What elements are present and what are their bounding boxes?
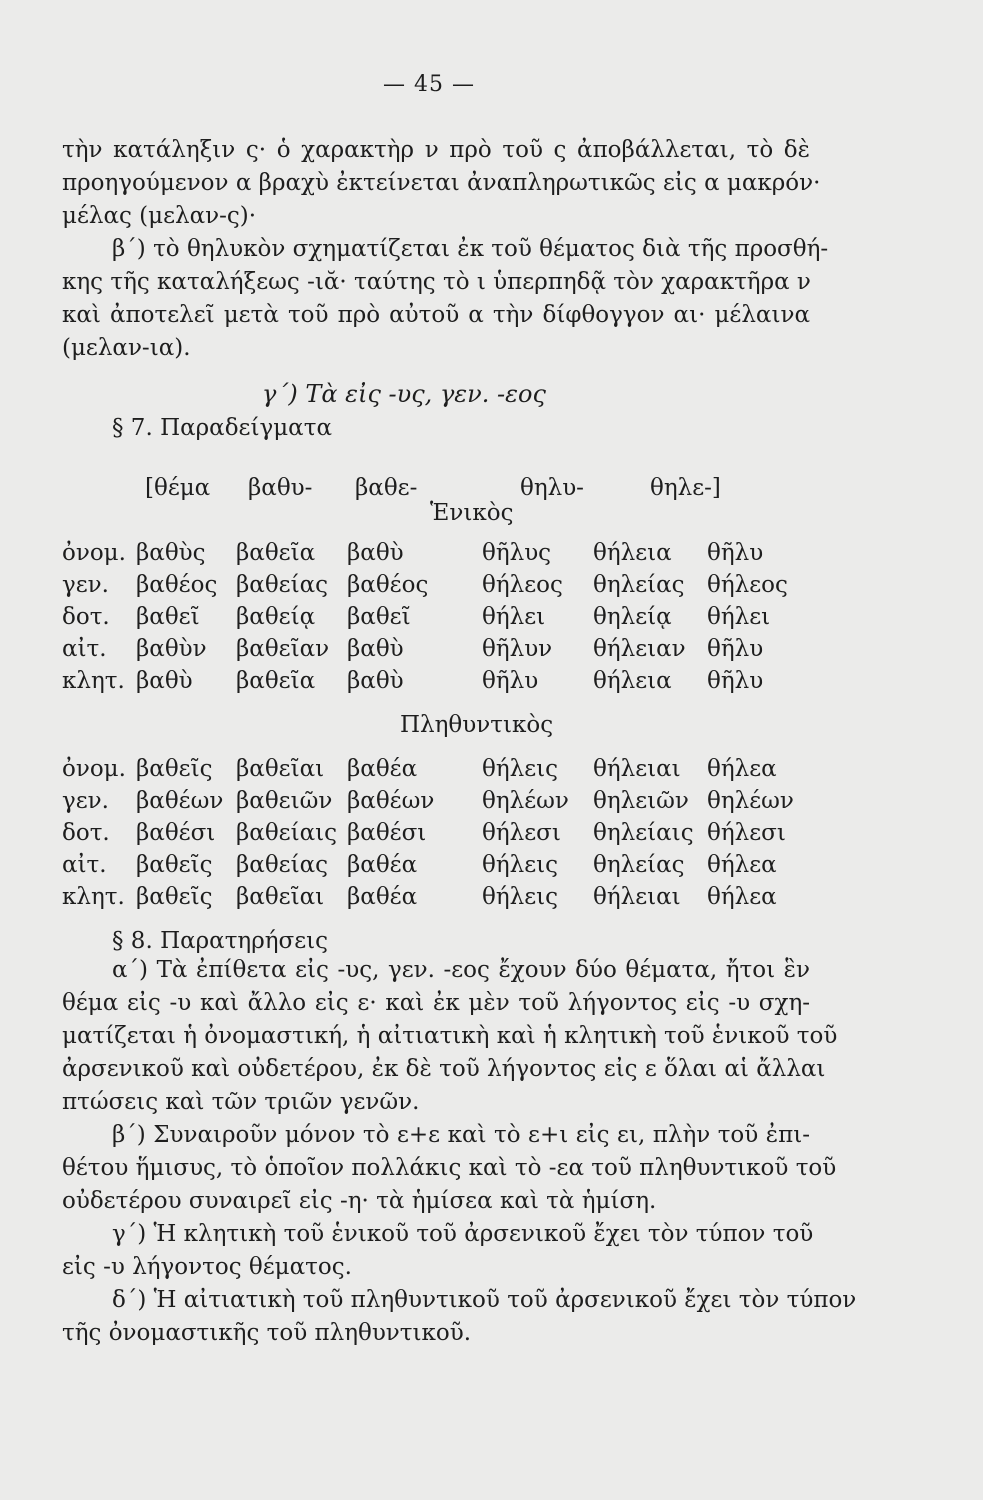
table-cell: βαθέα — [347, 852, 418, 878]
table-cell: θήλεια — [593, 668, 672, 694]
table-cell: θήλειαι — [593, 756, 681, 782]
table-cell: βαθεῖς — [136, 756, 213, 782]
text-line: τὴν κατάληξιν ς· ὁ χαρακτὴρ ν πρὸ τοῦ ς ἀποβάλλεται, τὸ δὲ — [62, 137, 810, 163]
stem-label: [θέμα — [145, 475, 211, 501]
page-number: — 45 — — [383, 72, 475, 97]
text-line: πτώσεις καὶ τῶν τριῶν γενῶν. — [62, 1089, 420, 1115]
plural-label: Πληθυντικὸς — [400, 712, 554, 738]
table-cell: βαθέων — [136, 788, 224, 814]
text-line: τῆς ὀνομαστικῆς τοῦ πληθυντικοῦ. — [62, 1320, 472, 1346]
text-line: προηγούμενον α βραχὺ ἐκτείνεται ἀναπληρωτικῶς εἰς α μακρόν· — [62, 170, 821, 196]
table-cell: θῆλυ — [482, 668, 539, 694]
table-cell: βαθέων — [347, 788, 435, 814]
table-cell: θήλεα — [707, 852, 777, 878]
table-cell: θῆλυς — [482, 540, 552, 566]
table-cell: βαθείᾳ — [236, 604, 316, 630]
table-cell: θήλεα — [707, 756, 777, 782]
table-cell: βαθέα — [347, 756, 418, 782]
text-line: θέτου ἥμισυς, τὸ ὁποῖον πολλάκις καὶ τὸ -εα τοῦ πληθυντικοῦ τοῦ — [62, 1155, 837, 1181]
text-line: κης τῆς καταλήξεως -ιᾰ· ταύτης τὸ ι ὑπερπηδᾷ τὸν χαρακτῆρα ν — [62, 269, 811, 295]
table-cell: βαθείαις — [236, 820, 338, 846]
text-line: θέμα εἰς -υ καὶ ἄλλο εἰς ε· καὶ ἐκ μὲν τοῦ λήγοντος εἰς -υ σχη- — [62, 990, 810, 1016]
table-cell: βαθείας — [236, 572, 329, 598]
table-cell: θηλείαις — [593, 820, 694, 846]
case-label: γεν. — [62, 788, 109, 814]
table-cell: θήλεος — [482, 572, 563, 598]
table-cell: βαθὺ — [347, 668, 404, 694]
case-label: αἰτ. — [62, 636, 107, 662]
stem: βαθε- — [355, 475, 418, 501]
table-cell: θῆλυν — [482, 636, 553, 662]
table-cell: βαθεῖ — [136, 604, 200, 630]
table-cell: βαθεῖα — [236, 668, 316, 694]
singular-label: Ἑνικὸς — [430, 500, 514, 526]
stem: θηλε-] — [650, 475, 721, 501]
table-cell: θηλείᾳ — [593, 604, 672, 630]
table-cell: βαθεῖς — [136, 852, 213, 878]
table-cell: βαθεῖ — [347, 604, 411, 630]
table-cell: βαθὺ — [347, 636, 404, 662]
table-cell: θῆλυ — [707, 636, 764, 662]
table-cell: θήλεις — [482, 852, 559, 878]
table-cell: θηλέων — [482, 788, 569, 814]
table-cell: βαθέα — [347, 884, 418, 910]
text-line: οὐδετέρου συναιρεῖ εἰς -η· τὰ ἡμίσεα καὶ τὰ ἡμίση. — [62, 1188, 657, 1214]
case-label: αἰτ. — [62, 852, 107, 878]
table-cell: θῆλυ — [707, 540, 764, 566]
text-line: ἀρσενικοῦ καὶ οὐδετέρου, ἐκ δὲ τοῦ λήγοντος εἰς ε ὅλαι αἱ ἄλλαι — [62, 1056, 826, 1082]
stem: βαθυ- — [248, 475, 313, 501]
text-line: α΄) Τὰ ἐπίθετα εἰς -υς, γεν. -εος ἔχουν δύο θέματα, ἤτοι ἓν — [112, 957, 810, 983]
text-line: δ΄) Ἡ αἰτιατικὴ τοῦ πληθυντικοῦ τοῦ ἀρσενικοῦ ἔχει τὸν τύπον — [112, 1287, 857, 1313]
table-cell: θήλεα — [707, 884, 777, 910]
table-cell: θήλεια — [593, 540, 672, 566]
table-cell: βαθέσι — [347, 820, 427, 846]
text-line: β΄) Συναιροῦν μόνον τὸ ε+ε καὶ τὸ ε+ι εἰς ει, πλὴν τοῦ ἐπι- — [112, 1122, 810, 1148]
case-label: κλητ. — [62, 668, 125, 694]
table-cell: βαθὺν — [136, 636, 207, 662]
text-line: (μελαν-ια). — [62, 335, 191, 361]
table-cell: βαθειῶν — [236, 788, 333, 814]
table-cell: θήλεις — [482, 756, 559, 782]
table-cell: θηλείας — [593, 572, 685, 598]
table-cell: βαθέος — [347, 572, 429, 598]
text-line: β΄) τὸ θηλυκὸν σχηματίζεται ἐκ τοῦ θέματος διὰ τῆς προσθή- — [112, 236, 829, 262]
text-line: ματίζεται ἡ ὀνομαστική, ἡ αἰτιατικὴ καὶ ἡ κλητικὴ τοῦ ἑνικοῦ τοῦ — [62, 1023, 838, 1049]
table-cell: βαθεῖαν — [236, 636, 330, 662]
table-cell: θήλεσι — [482, 820, 561, 846]
table-cell: βαθὺ — [347, 540, 404, 566]
table-cell: θηλειῶν — [593, 788, 689, 814]
table-cell: βαθὺς — [136, 540, 206, 566]
table-cell: βαθεῖαι — [236, 884, 325, 910]
table-cell: βαθέσι — [136, 820, 216, 846]
table-cell: θήλει — [707, 604, 771, 630]
case-label: γεν. — [62, 572, 109, 598]
table-cell: θήλεσι — [707, 820, 786, 846]
case-label: κλητ. — [62, 884, 125, 910]
table-cell: θηλέων — [707, 788, 794, 814]
table-cell: θήλειαι — [593, 884, 681, 910]
table-cell: βαθέος — [136, 572, 218, 598]
table-cell: βαθὺ — [136, 668, 193, 694]
subsection-heading: γ΄) Τὰ εἰς -υς, γεν. -εος — [262, 380, 546, 408]
table-cell: θήλεις — [482, 884, 559, 910]
table-cell: θήλει — [482, 604, 546, 630]
table-cell: θήλεος — [707, 572, 788, 598]
section-title: § 8. Παρατηρήσεις — [112, 928, 329, 954]
text-line: μέλας (μελαν-ς)· — [62, 203, 257, 229]
table-cell: βαθεῖα — [236, 540, 316, 566]
table-cell: βαθεῖαι — [236, 756, 325, 782]
table-cell: θήλειαν — [593, 636, 686, 662]
table-cell: θηλείας — [593, 852, 685, 878]
table-cell: βαθείας — [236, 852, 329, 878]
text-line: γ΄) Ἡ κλητικὴ τοῦ ἑνικοῦ τοῦ ἀρσενικοῦ ἔχει τὸν τύπον τοῦ — [112, 1221, 814, 1247]
text-line: καὶ ἀποτελεῖ μετὰ τοῦ πρὸ αὐτοῦ α τὴν δίφθογγον αι· μέλαινα — [62, 302, 810, 328]
table-cell: θῆλυ — [707, 668, 764, 694]
case-label: δοτ. — [62, 820, 110, 846]
case-label: ὀνομ. — [62, 756, 126, 782]
section-title: § 7. Παραδείγματα — [112, 415, 332, 441]
table-cell: βαθεῖς — [136, 884, 213, 910]
case-label: δοτ. — [62, 604, 110, 630]
case-label: ὀνομ. — [62, 540, 126, 566]
stem: θηλυ- — [520, 475, 584, 501]
text-line: εἰς -υ λήγοντος θέματος. — [62, 1254, 352, 1280]
